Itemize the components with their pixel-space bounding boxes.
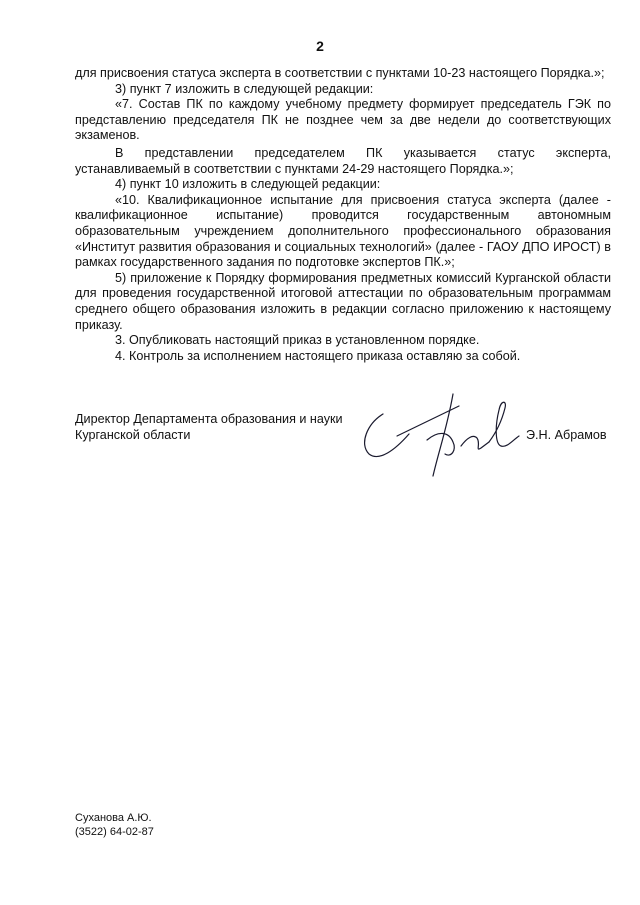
paragraph-clause-3: 3. Опубликовать настоящий приказ в установленном порядке. [115, 333, 480, 348]
signatory-title [75, 412, 343, 443]
handwritten-signature [355, 388, 535, 483]
document-body [75, 66, 611, 364]
paragraph-point-10: «10. Квалификационное испытание для присвоения статуса эксперта (далее - квалификационное испытание) проводится государственным автономным образовательным учреждением дополнительного профессионального образования «Институт развития образования и социальных технологий» (далее - ГАОУ ДПО ИРОСТ) в рамках государственного задания по подготовке экспертов ПК.»; [75, 192, 611, 270]
page-number: 2 [316, 38, 324, 54]
paragraph-clause-4: 4. Контроль за исполнением настоящего приказа оставляю за собой. [115, 348, 521, 363]
signatory-title-line-2: Курганской области [75, 427, 191, 442]
paragraph-item-4: 4) пункт 10 изложить в следующей редакции: [115, 177, 381, 192]
paragraph-continuation: для присвоения статуса эксперта в соответствии с пунктами 10-23 настоящего Порядка.»; [75, 66, 605, 80]
paragraph-expert-status: В представлении председателем ПК указывается статус эксперта, устанавливаемый в соответствии с пунктами 24-29 настоящего Порядка.»; [75, 145, 611, 176]
paragraph-item-3: 3) пункт 7 изложить в следующей редакции: [115, 81, 374, 96]
paragraph-point-7: «7. Состав ПК по каждому учебному предмету формирует председатель ГЭК по представлению председателя ПК не позднее чем за две недели до соответствующих экзаменов. [75, 97, 611, 143]
executor-info [75, 812, 154, 839]
signatory-name: Э.Н. Абрамов [526, 428, 607, 442]
executor-name: Суханова А.Ю. [75, 812, 152, 824]
signatory-title-line-1: Директор Департамента образования и науки [75, 412, 343, 426]
executor-phone: (3522) 64-02-87 [75, 825, 154, 838]
paragraph-item-5: 5) приложение к Порядку формирования предметных комиссий Курганской области для проведения государственной итоговой аттестации по образовательным программам среднего общего образования изложить в редакции согласно приложению к настоящему приказу. [75, 270, 611, 332]
